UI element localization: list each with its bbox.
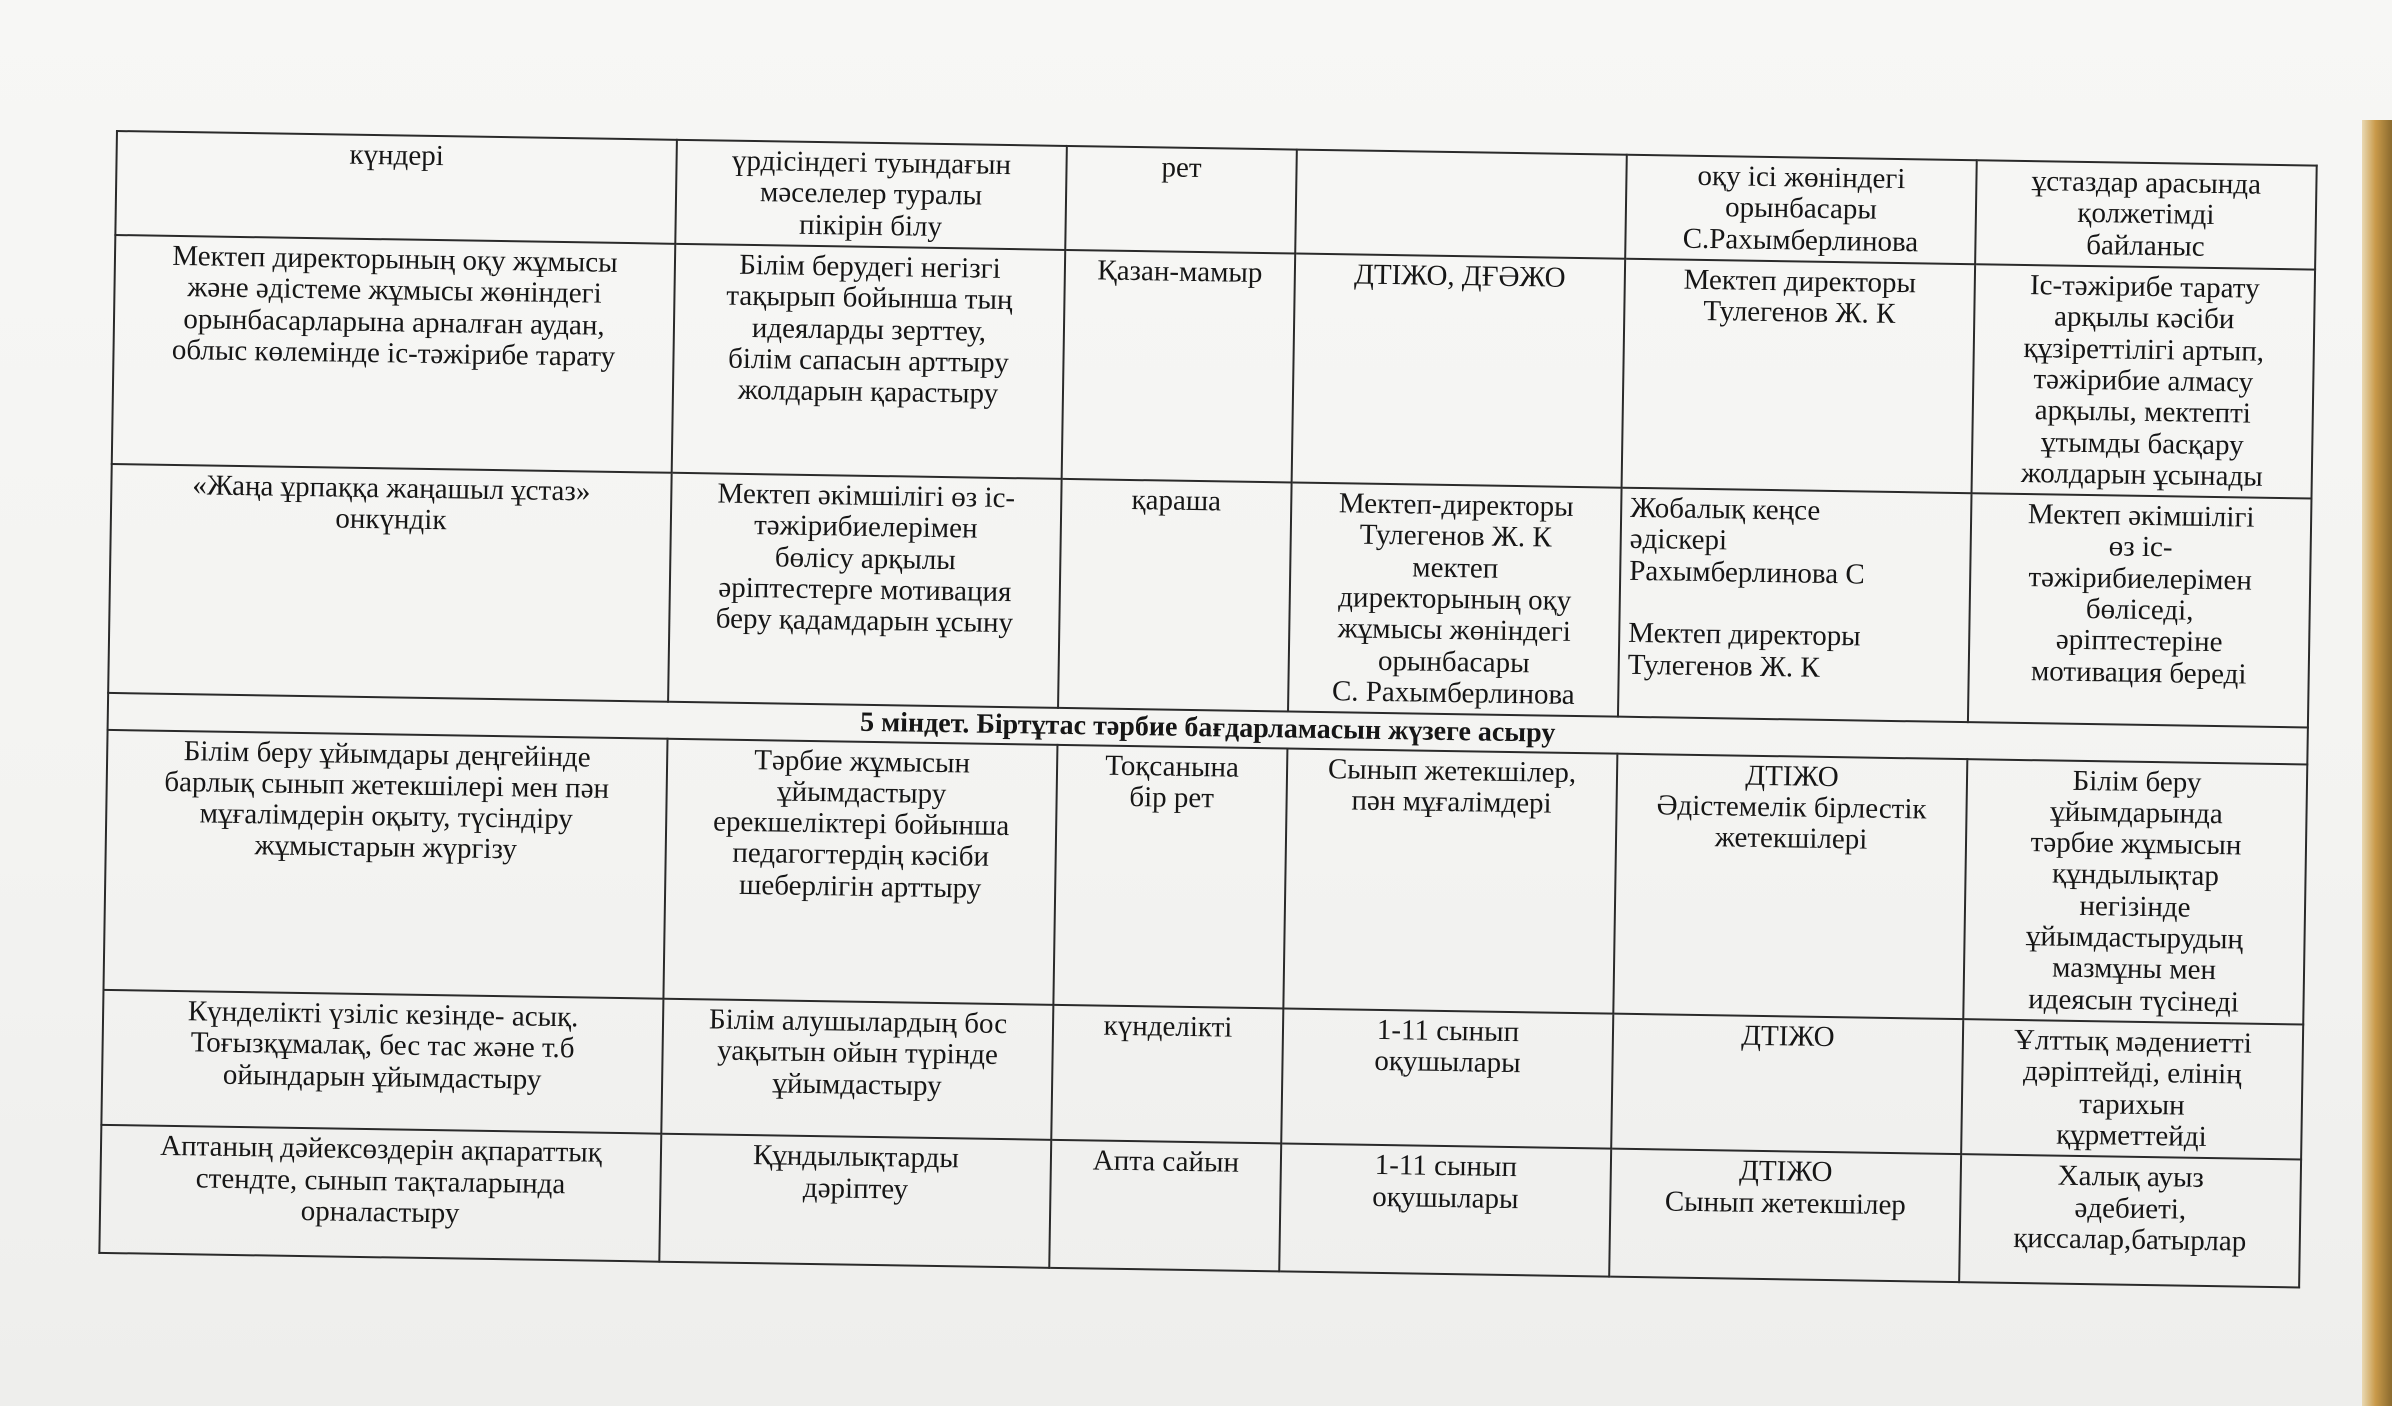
participants-cell: [1295, 150, 1627, 259]
result-cell: Халық ауыз әдебиеті, қиссалар,батырлар: [1959, 1154, 2301, 1287]
goal-cell: Мектеп әкімшілігі өз іс- тәжірибиелерімен бөлісу арқылы әріптестерге мотивация беру қадамдарын ұсыну: [668, 473, 1062, 708]
responsible-cell: ДТІЖО Әдістемелік бірлестік жетекшілері: [1613, 753, 1967, 1019]
timing-cell: Қазан-мамыр: [1062, 250, 1296, 483]
responsible-cell: ДТІЖО Сынып жетекшілер: [1609, 1149, 1961, 1282]
event-cell: Білім беру ұйымдары деңгейінде барлық сынып жетекшілері мен пән мұғалімдерін оқыту, түсіндіру жұмыстарын жүргізу: [103, 729, 667, 998]
table-row: [112, 235, 2315, 499]
responsible-cell: оқу ісі жөніндегі орынбасары С.Рахымберлинова: [1625, 155, 1977, 264]
participants-cell: 1-11 сынып оқушылары: [1281, 1008, 1613, 1148]
event-cell: «Жаңа ұрпаққа жаңашыл ұстаз» онкүндік: [108, 464, 672, 702]
event-cell: Мектеп директорының оқу жұмысы және әдістеме жұмысы жөніндегі орынбасарларына арналған аудан, облыс көлемінде іс-тәжірибе тарату: [112, 235, 676, 473]
event-cell: күндері: [115, 131, 677, 244]
goal-cell: үрдісіндегі туындағын мәселелер туралы пікірін білу: [675, 140, 1067, 250]
section-title: 5 міндет. Біртұтас тәрбие бағдарламасын жүзеге асыру: [108, 693, 2308, 764]
page-binding-edge: [2362, 120, 2392, 1406]
result-cell: Білім беру ұйымдарында тәрбие жұмысын құндылықтар негізінде ұйымдастырудың мазмұны мен идеясын түсінеді: [1963, 759, 2307, 1025]
plan-table: [98, 130, 2317, 1289]
participants-cell: ДТІЖО, ДҒӘЖО: [1292, 253, 1626, 487]
participants-cell: Сынып жетекшілер, пән мұғалімдері: [1283, 748, 1617, 1014]
result-cell: Мектеп әкімшілігі өз іс- тәжірибиелерімен бөліседі, әріптестеріне мотивация береді: [1968, 493, 2312, 727]
responsible-cell: Жобалық кеңсе әдіскері Рахымберлинова С Мектеп директоры Тулегенов Ж. К: [1618, 488, 1972, 723]
timing-cell: күнделікті: [1051, 1005, 1283, 1144]
responsible-cell: ДТІЖО: [1611, 1014, 1963, 1155]
timing-cell: қараша: [1058, 479, 1292, 712]
plan-table-container: [98, 130, 2317, 1289]
timing-cell: рет: [1065, 146, 1297, 254]
event-cell: Аптаның дәйексөздерін ақпараттық стендте, сынып тақталарында орналастыру: [99, 1125, 661, 1262]
timing-cell: Апта сайын: [1049, 1140, 1281, 1272]
goal-cell: Білім алушылардың бос уақытын ойын түрінде ұйымдастыру: [661, 999, 1053, 1140]
participants-cell: 1-11 сынып оқушылары: [1279, 1144, 1611, 1277]
table-row: [108, 464, 2311, 728]
table-row: [103, 729, 2307, 1024]
result-cell: Ұлттық мәдениетті дәріптейді, елінің тарихын құрметтейді: [1961, 1019, 2303, 1160]
goal-cell: Құндылықтарды дәріптеу: [659, 1134, 1051, 1268]
participants-cell: Мектеп-директоры Тулегенов Ж. К мектеп директорының оқу жұмысы жөніндегі орынбасары С. Рахымберлинова: [1288, 483, 1622, 717]
responsible-cell: Мектеп директоры Тулегенов Ж. К: [1622, 259, 1976, 494]
goal-cell: Білім берудегі негізгі тақырып бойынша тың идеяларды зерттеу, білім сапасын арттыру жолдарын қарастыру: [672, 244, 1066, 479]
result-cell: ұстаздар арасында қолжетімді байланыс: [1975, 160, 2317, 269]
result-cell: Іс-тәжірибе тарату арқылы кәсіби құзіреттілігі артып, тәжірибие алмасу арқылы, мектепті ұтымды басқару жолдарын ұсынады: [1972, 264, 2316, 498]
event-cell: Күнделікті үзіліс кезінде- асық. Тоғызқұмалақ, бес тас және т.б ойындарын ұйымдастыру: [101, 990, 663, 1134]
goal-cell: Тәрбие жұмысын ұйымдастыру ерекшеліктері бойынша педагогтердің кәсіби шеберлігін арттыру: [663, 738, 1057, 1005]
timing-cell: Тоқсанына бір рет: [1053, 744, 1287, 1008]
